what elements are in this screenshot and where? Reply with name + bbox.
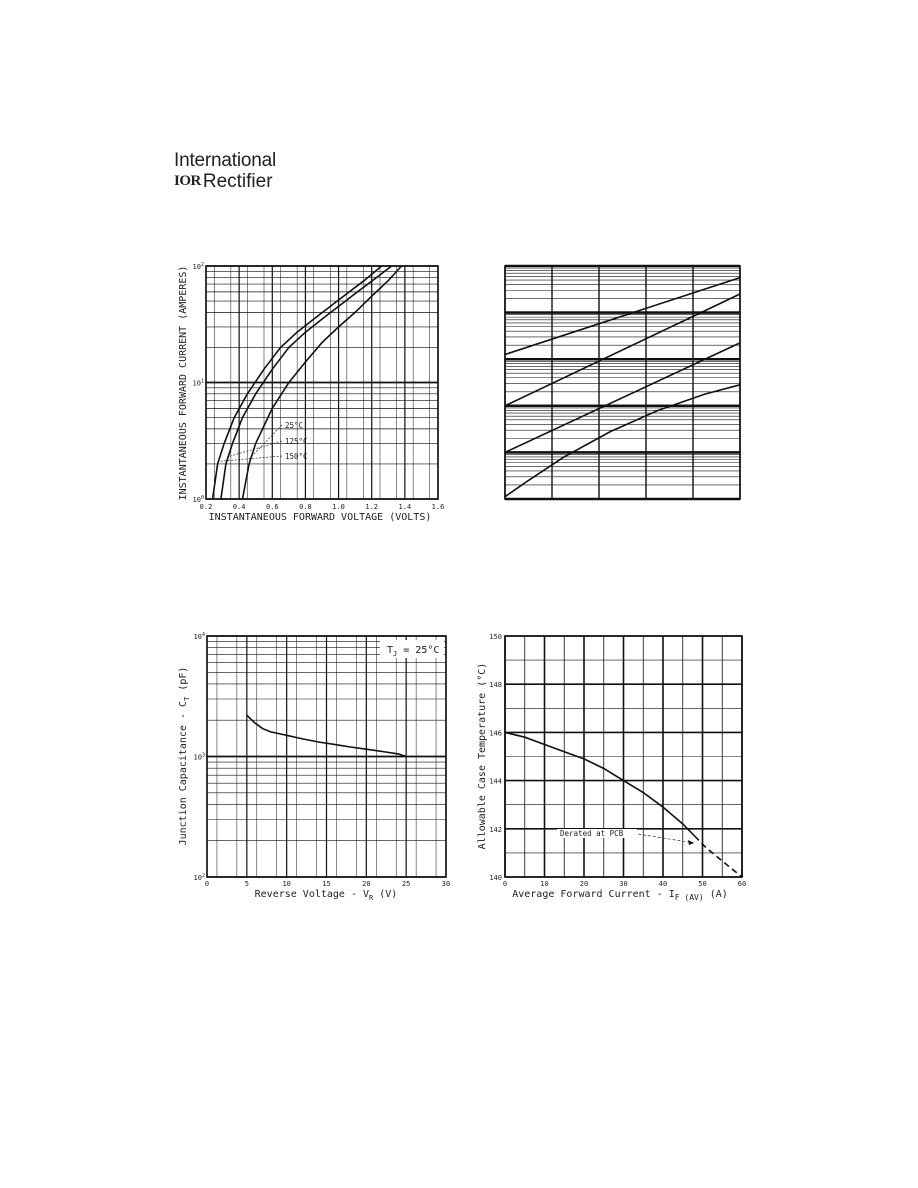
y-tick-label: 142 (489, 825, 502, 834)
annotation-leader (249, 425, 282, 459)
x-tick-label: 0.8 (299, 503, 312, 511)
x-tick-label: 0.4 (232, 503, 246, 511)
series-line-2 (505, 294, 740, 406)
y-tick-label: $10^2$ (192, 262, 204, 271)
x-tick-label: 60 (737, 880, 747, 888)
plot-frame (505, 266, 740, 499)
x-tick-label: 0 (502, 880, 508, 888)
annotation-arrowhead (688, 840, 694, 845)
y-tick-label: 140 (489, 874, 502, 882)
x-tick-label: 30 (441, 880, 451, 888)
y-axis-label: INSTANTANEOUS FORWARD CURRENT (AMPERES) (178, 265, 189, 501)
y-tick-label: 146 (489, 729, 502, 738)
chart-family-curves (505, 266, 740, 499)
x-tick-label: 0.6 (265, 503, 279, 511)
logo-mark: IOR (174, 173, 201, 189)
x-axis-label: Average Forward Current - $I_{F (AV)}$ (A) (512, 889, 728, 902)
series-annotation: 150°C (285, 452, 308, 461)
y-tick-label: $10^0$ (192, 495, 204, 504)
y-tick-label: 150 (489, 633, 502, 641)
x-tick-label: 20 (362, 880, 371, 888)
logo-word-rectifier: Rectifier (202, 171, 273, 192)
x-tick-label: 1.4 (398, 503, 412, 511)
x-tick-label: 1.6 (431, 503, 445, 511)
logo-line-international: International (174, 150, 276, 171)
y-tick-label: $10^2$ (193, 873, 205, 882)
condition-annotation: $T_J = 25^\circ C$ (387, 645, 440, 658)
y-axis-label: Junction Capacitance - $C_T$ (pF) (178, 666, 191, 846)
x-axis-label: Reverse Voltage - $V_R$ (V) (254, 889, 398, 902)
x-tick-label: 20 (579, 880, 589, 888)
x-tick-label: 40 (658, 880, 668, 888)
series-annotation: 25°C (285, 421, 304, 430)
x-tick-label: 50 (698, 880, 707, 888)
x-tick-label: 25 (401, 880, 411, 888)
series-line-4 (505, 385, 740, 497)
y-tick-label: $10^1$ (192, 378, 204, 388)
chart-forward-characteristics (178, 262, 444, 523)
derating-annotation: Derated at PCB (560, 829, 624, 838)
x-tick-label: 10 (282, 880, 291, 888)
x-tick-label: 0 (204, 880, 210, 888)
chart-case-temperature (477, 633, 746, 902)
y-tick-label: 148 (489, 681, 502, 690)
x-tick-label: 10 (540, 880, 549, 888)
x-tick-label: 1.0 (332, 503, 345, 511)
x-tick-label: 30 (619, 880, 628, 888)
chart-junction-capacitance (178, 632, 450, 902)
y-tick-label: $10^4$ (193, 632, 205, 641)
x-tick-label: 5 (244, 880, 249, 888)
annotation-leader (638, 834, 694, 843)
y-tick-label: $10^3$ (193, 752, 205, 762)
x-tick-label: 1.2 (365, 503, 379, 511)
y-axis-label: Allowable Case Temperature (°C) (477, 662, 488, 850)
series-line-solid (505, 732, 695, 836)
y-tick-label: 144 (489, 777, 502, 786)
x-tick-label: 15 (322, 880, 331, 888)
series-annotation: 125°C (285, 437, 308, 446)
x-tick-label: 0.2 (199, 503, 213, 511)
x-axis-label: INSTANTANEOUS FORWARD VOLTAGE (VOLTS) (208, 512, 432, 523)
series-line-1 (505, 278, 740, 355)
